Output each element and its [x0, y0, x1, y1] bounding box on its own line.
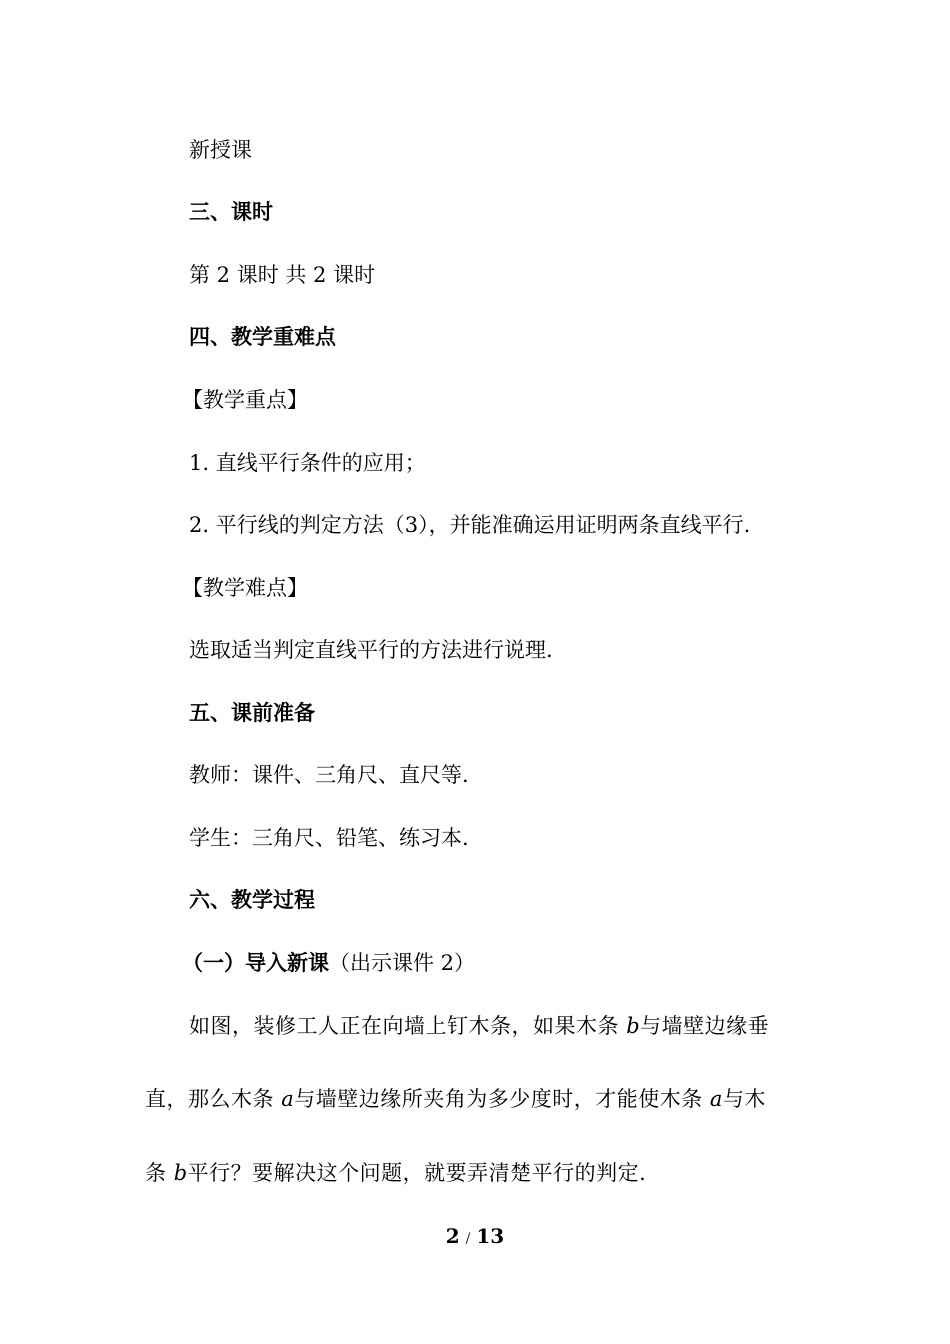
- heading-class-period: 三、课时: [189, 199, 273, 224]
- period-text: 第 2 课时 共 2 课时: [189, 263, 376, 287]
- student-preparation: 学生：三角尺、铅笔、练习本.: [189, 826, 469, 850]
- intro-paragraph-line-3: [145, 1159, 646, 1187]
- current-page: 2: [445, 1224, 460, 1248]
- difficult-points-label: 【教学难点】: [182, 576, 308, 600]
- section-intro: [182, 949, 475, 977]
- variable-b: b: [626, 1014, 641, 1038]
- variable-b: b: [173, 1161, 188, 1185]
- text: 平行？要解决这个问题，就要弄清楚平行的判定.: [187, 1161, 647, 1185]
- variable-a: a: [281, 1087, 295, 1111]
- key-points-label: 【教学重点】: [182, 388, 308, 412]
- section-intro-note: （出示课件 2）: [329, 951, 476, 975]
- key-point-1: 1. 直线平行条件的应用；: [189, 451, 426, 475]
- text: 与墙壁边缘所夹角为多少度时，才能使木条: [294, 1087, 710, 1111]
- total-pages: 13: [476, 1224, 505, 1248]
- intro-paragraph-line-1: [189, 1012, 769, 1040]
- heading-key-difficult-points: 四、教学重难点: [189, 324, 336, 349]
- text: 如图，装修工人正在向墙上钉木条，如果木条: [189, 1014, 627, 1038]
- course-type: 新授课: [189, 138, 252, 162]
- teacher-preparation: 教师：课件、三角尺、直尺等.: [189, 763, 469, 787]
- section-intro-title: （一）导入新课: [182, 950, 329, 975]
- heading-teaching-process: 六、教学过程: [189, 887, 315, 912]
- text: 与木: [722, 1087, 766, 1111]
- key-point-2: 2. 平行线的判定方法（3），并能准确运用证明两条直线平行.: [189, 513, 751, 537]
- variable-a: a: [709, 1087, 723, 1111]
- page-separator: /: [465, 1231, 471, 1247]
- heading-preparation: 五、课前准备: [189, 700, 315, 725]
- page-number: [0, 1222, 950, 1253]
- text: 条: [145, 1161, 174, 1185]
- intro-paragraph-line-2: [145, 1085, 766, 1113]
- text: 与墙壁边缘垂: [640, 1014, 770, 1038]
- difficult-point-1: 选取适当判定直线平行的方法进行说理.: [189, 638, 553, 662]
- text: 直，那么木条: [145, 1087, 282, 1111]
